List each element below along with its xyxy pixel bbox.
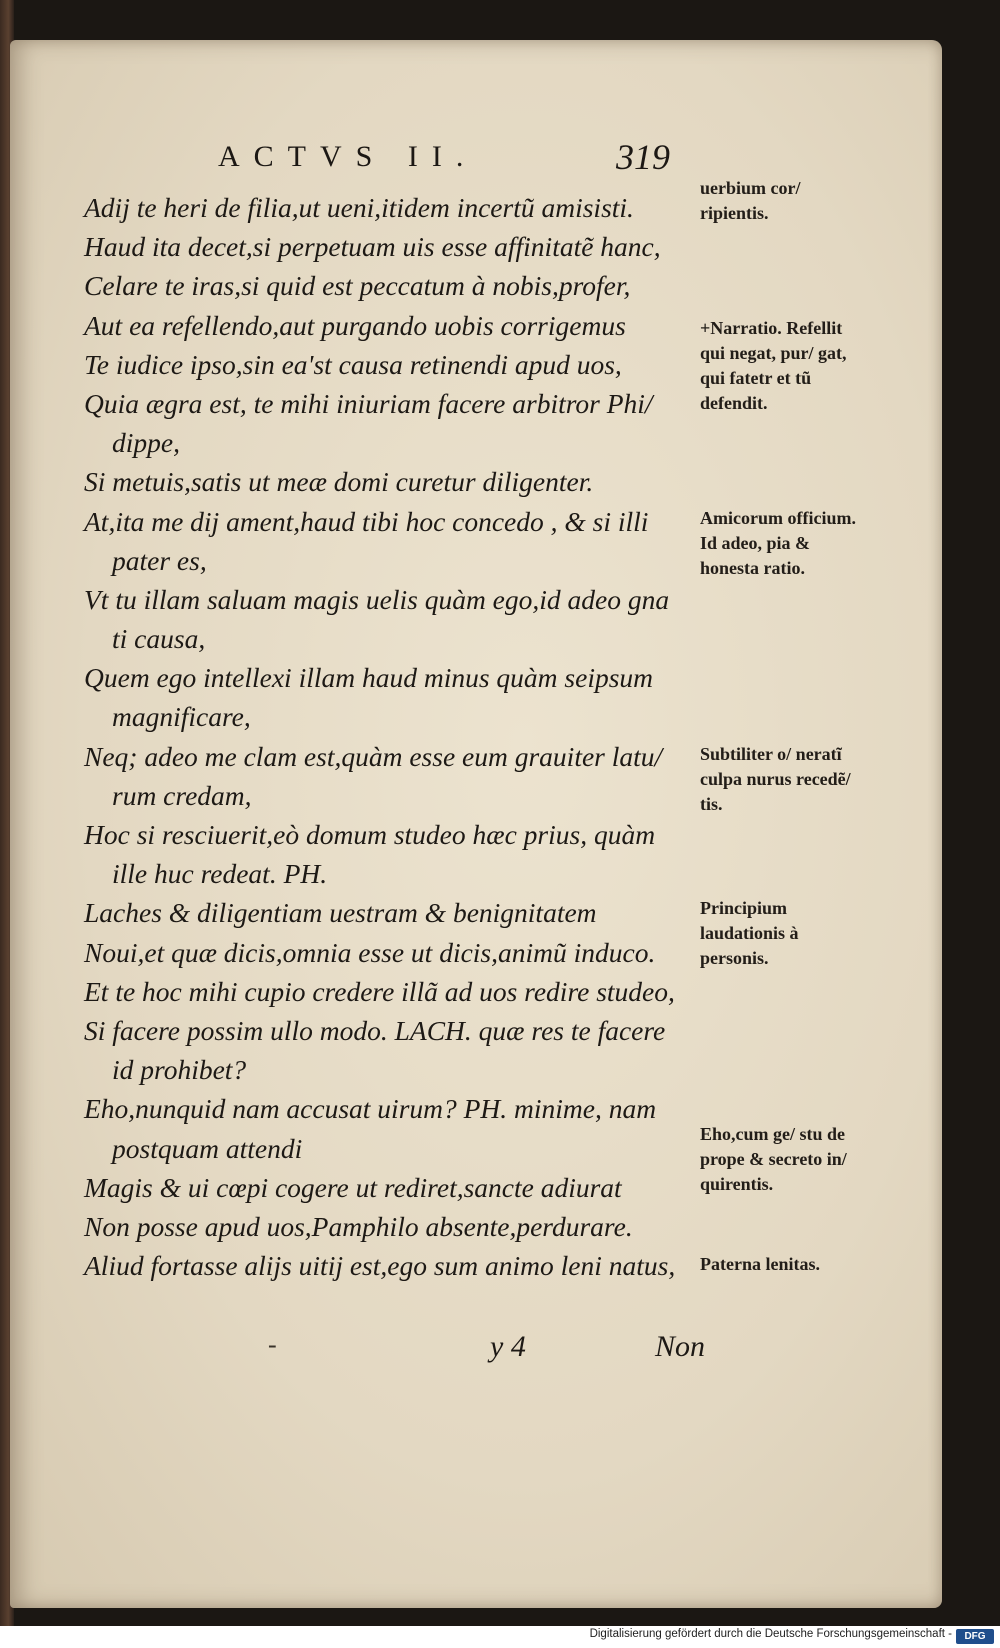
credit-text: Digitalisierung gefördert durch die Deutsche Forschungsgemeinschaft - [589, 1628, 952, 1640]
text-line: Si facere possim ullo modo. LACH. quæ res te facere [84, 1014, 666, 1046]
running-head: ACTVS II. [218, 140, 478, 173]
text-line: Aut ea refellendo,aut purgando uobis corrigemus [84, 309, 626, 341]
signature-mark: y 4 [490, 1330, 526, 1363]
text-line: dippe, [112, 427, 180, 459]
text-line: Hoc si resciuerit,eò domum studeo hæc prius, quàm [84, 819, 656, 850]
text-line: ille huc redeat. PH. [112, 858, 328, 890]
catchword: Non [655, 1330, 706, 1363]
text-line: Eho,nunquid nam accusat uirum? PH. minime, nam [84, 1093, 657, 1125]
marginal-note: Subtiliter o/ neratĩ culpa nurus recedẽ/ tis. [700, 744, 851, 814]
text-line: Magis & ui cœpi cogere ut rediret,sancte adiurat [84, 1171, 622, 1203]
marginal-note: uerbium cor/ ripientis. [700, 178, 801, 223]
text-line: Laches & diligentiam uestram & benignitatem [84, 897, 597, 929]
text-line: Neq; adeo me clam est,quàm esse eum grauiter latu/ [84, 740, 663, 772]
marginal-note: Amicorum officium. Id adeo, pia & honesta ratio. [700, 508, 856, 578]
footer-dash: - [268, 1330, 277, 1359]
text-line: Quia ægra est, te mihi iniuriam facere arbitror Phi/ [84, 387, 653, 419]
text-line: Et te hoc mihi cupio credere illã ad uos redire studeo, [84, 975, 675, 1007]
text-line: rum credam, [112, 779, 252, 811]
text-line: Si metuis,satis ut meæ domi curetur diligenter. [84, 466, 594, 498]
marginal-note: Eho,cum ge/ stu de prope & secreto in/ quirentis. [700, 1124, 847, 1194]
text-line: magnificare, [112, 701, 251, 733]
text-line: Celare te iras,si quid est peccatum à nobis,profer, [84, 270, 631, 302]
marginal-note: Paterna lenitas. [700, 1254, 820, 1274]
marginal-note: Principium laudationis à personis. [700, 898, 799, 968]
text-line: id prohibet? [112, 1054, 247, 1086]
text-line: Vt tu illam saluam magis uelis quàm ego,id adeo gna [84, 583, 670, 615]
text-line: postquam attendi [112, 1132, 303, 1164]
text-line: pater es, [112, 544, 207, 576]
text-line: At,ita me dij ament,haud tibi hoc concedo , & si illi [84, 505, 649, 537]
marginal-note: +Narratio. Refellit qui negat, pur/ gat, qui fatetr et tũ defendit. [700, 318, 847, 413]
text-line: Non posse apud uos,Pamphilo absente,perdurare. [84, 1210, 633, 1242]
text-line: Adij te heri de filia,ut ueni,itidem incertũ amisisti. [84, 192, 634, 223]
dfg-logo: DFG [956, 1629, 994, 1644]
verse-text [84, 188, 724, 1285]
text-line: ti causa, [112, 623, 206, 655]
text-line: Aliud fortasse alijs uitij est,ego sum animo leni natus, [84, 1250, 676, 1282]
text-line: Haud ita decet,si perpetuam uis esse affinitatẽ hanc, [84, 231, 661, 263]
text-line: Quem ego intellexi illam haud minus quàm seipsum [84, 662, 654, 694]
page-number: 319 [616, 137, 670, 177]
text-line: Te iudice ipso,sin ea'st causa retinendi apud uos, [84, 348, 622, 380]
text-line: Noui,et quæ dicis,omnia esse ut dicis,animũ induco. [84, 936, 656, 968]
